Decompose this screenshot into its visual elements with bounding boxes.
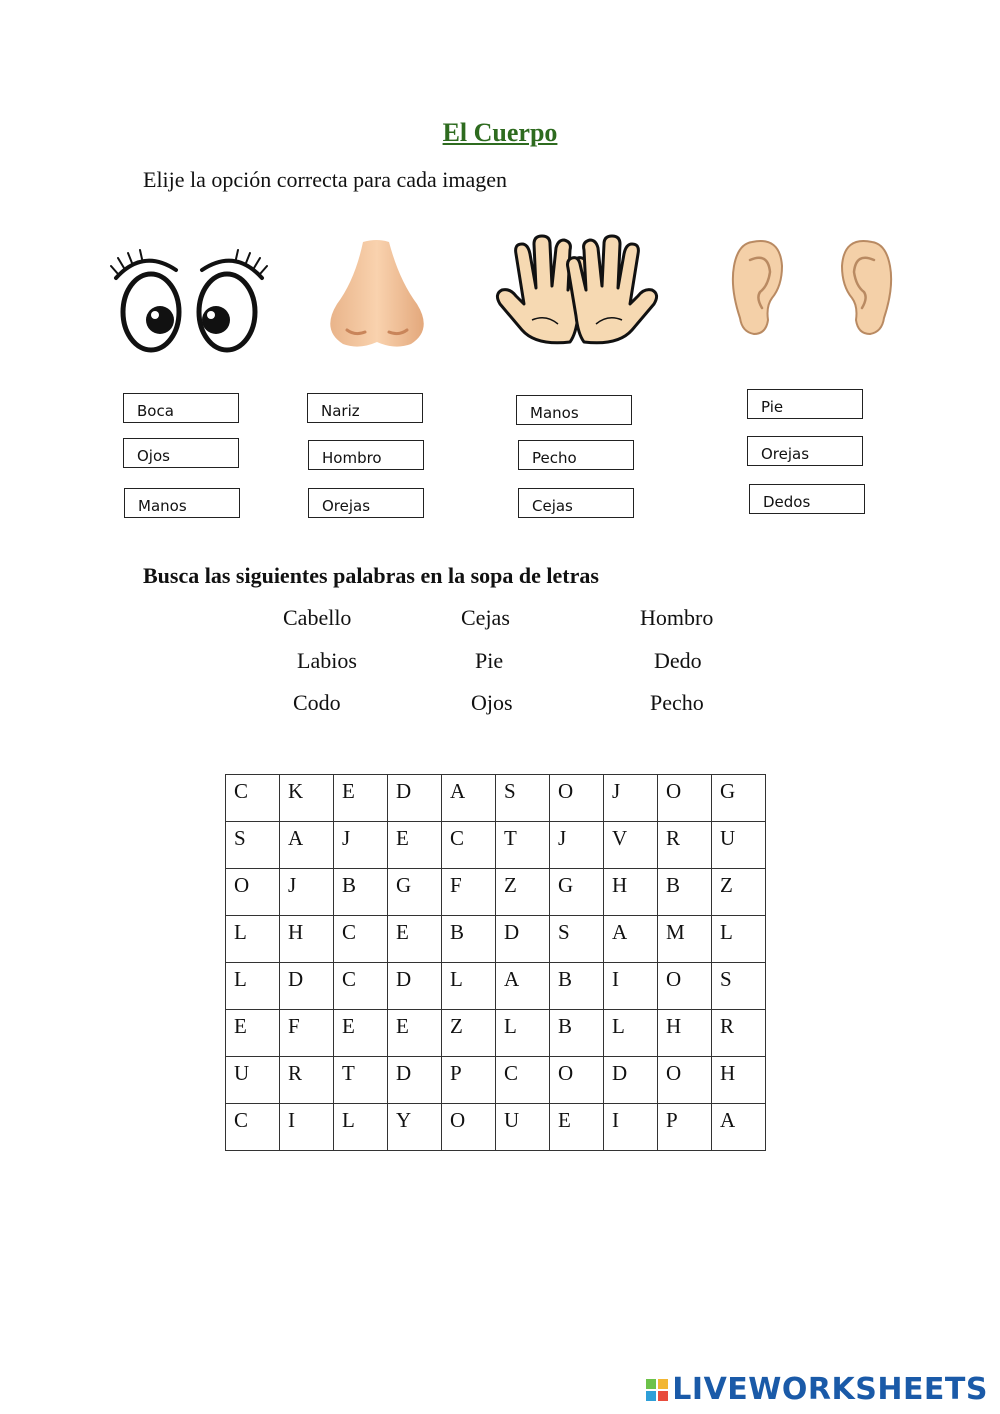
brand-name: LIVEWORKSHEETS (672, 1372, 988, 1407)
grid-cell[interactable]: R (712, 1010, 766, 1057)
grid-cell[interactable]: C (226, 1104, 280, 1151)
option-eyes-manos[interactable]: Manos (124, 488, 240, 518)
option-hands-pecho[interactable]: Pecho (518, 440, 634, 470)
word-item: Dedo (654, 648, 702, 673)
grid-cell[interactable]: A (442, 775, 496, 822)
grid-cell[interactable]: L (226, 916, 280, 963)
option-eyes-ojos[interactable]: Ojos (123, 438, 239, 468)
grid-cell[interactable]: A (712, 1104, 766, 1151)
option-ears-pie[interactable]: Pie (747, 389, 863, 419)
grid-cell[interactable]: U (226, 1057, 280, 1104)
grid-cell[interactable]: M (658, 916, 712, 963)
grid-cell[interactable]: Z (442, 1010, 496, 1057)
grid-cell[interactable]: E (388, 1010, 442, 1057)
grid-cell[interactable]: I (604, 963, 658, 1010)
grid-cell[interactable]: D (496, 916, 550, 963)
grid-cell[interactable]: J (334, 822, 388, 869)
grid-cell[interactable]: B (550, 1010, 604, 1057)
option-hands-cejas[interactable]: Cejas (518, 488, 634, 518)
grid-row (226, 1104, 766, 1151)
grid-cell[interactable]: D (388, 963, 442, 1010)
grid-cell[interactable]: Y (388, 1104, 442, 1151)
grid-cell[interactable]: B (334, 869, 388, 916)
grid-cell[interactable]: E (388, 822, 442, 869)
word-item: Labios (297, 648, 357, 673)
word-item: Hombro (640, 605, 714, 630)
grid-cell[interactable]: O (226, 869, 280, 916)
grid-cell[interactable]: B (442, 916, 496, 963)
grid-cell[interactable]: S (226, 822, 280, 869)
instruction-text: Elije la opción correcta para cada imagen (143, 167, 508, 192)
grid-cell[interactable]: V (604, 822, 658, 869)
grid-cell[interactable]: L (442, 963, 496, 1010)
grid-cell[interactable]: U (496, 1104, 550, 1151)
grid-cell[interactable]: I (604, 1104, 658, 1151)
grid-cell[interactable]: F (280, 1010, 334, 1057)
grid-cell[interactable]: H (280, 916, 334, 963)
grid-row (226, 822, 766, 869)
grid-cell[interactable]: C (496, 1057, 550, 1104)
grid-cell[interactable]: G (550, 869, 604, 916)
option-ears-dedos[interactable]: Dedos (749, 484, 865, 514)
option-nose-orejas[interactable]: Orejas (308, 488, 424, 518)
grid-cell[interactable]: A (604, 916, 658, 963)
grid-cell[interactable]: F (442, 869, 496, 916)
word-item: Ojos (471, 690, 513, 715)
wordsearch-heading: Busca las siguientes palabras en la sopa de letras (143, 563, 599, 588)
grid-cell[interactable]: H (658, 1010, 712, 1057)
grid-row (226, 775, 766, 822)
grid-cell[interactable]: C (334, 916, 388, 963)
grid-cell[interactable]: S (712, 963, 766, 1010)
option-nose-nariz[interactable]: Nariz (307, 393, 423, 423)
grid-cell[interactable]: A (280, 822, 334, 869)
hands-icon (492, 234, 662, 348)
grid-cell[interactable]: R (280, 1057, 334, 1104)
eyes-icon (108, 248, 270, 356)
option-hands-manos[interactable]: Manos (516, 395, 632, 425)
grid-cell[interactable]: O (658, 1057, 712, 1104)
grid-cell[interactable]: E (388, 916, 442, 963)
grid-cell[interactable]: H (712, 1057, 766, 1104)
grid-cell[interactable]: E (334, 1010, 388, 1057)
grid-cell[interactable]: O (442, 1104, 496, 1151)
grid-cell[interactable]: O (658, 775, 712, 822)
nose-icon (325, 240, 430, 350)
grid-cell[interactable]: E (550, 1104, 604, 1151)
grid-cell[interactable]: U (712, 822, 766, 869)
grid-cell[interactable]: I (280, 1104, 334, 1151)
page-title: El Cuerpo (442, 118, 558, 147)
grid-cell[interactable]: B (658, 869, 712, 916)
grid-cell[interactable]: L (604, 1010, 658, 1057)
grid-cell[interactable]: C (442, 822, 496, 869)
word-item: Cabello (283, 605, 352, 630)
liveworksheets-logo-icon (646, 1379, 668, 1401)
word-item: Cejas (461, 605, 510, 630)
word-item: Pie (475, 648, 504, 673)
grid-cell[interactable]: T (334, 1057, 388, 1104)
grid-row (226, 869, 766, 916)
grid-cell[interactable]: J (604, 775, 658, 822)
grid-cell[interactable]: O (550, 1057, 604, 1104)
grid-cell[interactable]: A (496, 963, 550, 1010)
grid-cell[interactable]: G (388, 869, 442, 916)
liveworksheets-logo (646, 1372, 988, 1407)
grid-cell[interactable]: J (550, 822, 604, 869)
grid-cell[interactable]: H (604, 869, 658, 916)
grid-row (226, 1057, 766, 1104)
grid-cell[interactable]: S (496, 775, 550, 822)
grid-row (226, 916, 766, 963)
ears-icon (728, 238, 896, 336)
grid-cell[interactable]: L (496, 1010, 550, 1057)
grid-cell[interactable]: P (442, 1057, 496, 1104)
grid-cell[interactable]: C (334, 963, 388, 1010)
grid-cell[interactable]: B (550, 963, 604, 1010)
grid-cell[interactable]: D (280, 963, 334, 1010)
word-item: Pecho (650, 690, 704, 715)
grid-cell[interactable]: O (658, 963, 712, 1010)
grid-row (226, 1010, 766, 1057)
option-nose-hombro[interactable]: Hombro (308, 440, 424, 470)
option-eyes-boca[interactable]: Boca (123, 393, 239, 423)
grid-cell[interactable]: K (280, 775, 334, 822)
grid-cell[interactable]: R (658, 822, 712, 869)
grid-cell[interactable]: S (550, 916, 604, 963)
grid-cell[interactable]: L (226, 963, 280, 1010)
grid-cell[interactable]: D (604, 1057, 658, 1104)
grid-cell[interactable]: C (226, 775, 280, 822)
grid-cell[interactable]: G (712, 775, 766, 822)
grid-row (226, 963, 766, 1010)
grid-cell[interactable]: P (658, 1104, 712, 1151)
grid-cell[interactable]: Z (712, 869, 766, 916)
grid-cell[interactable]: Z (496, 869, 550, 916)
grid-cell[interactable]: L (712, 916, 766, 963)
grid-cell[interactable]: T (496, 822, 550, 869)
grid-cell[interactable]: O (550, 775, 604, 822)
grid-cell[interactable]: D (388, 775, 442, 822)
option-ears-orejas[interactable]: Orejas (747, 436, 863, 466)
grid-cell[interactable]: J (280, 869, 334, 916)
word-item: Codo (293, 690, 341, 715)
grid-cell[interactable]: L (334, 1104, 388, 1151)
grid-cell[interactable]: E (334, 775, 388, 822)
grid-cell[interactable]: E (226, 1010, 280, 1057)
grid-cell[interactable]: D (388, 1057, 442, 1104)
wordsearch-grid (225, 774, 766, 1151)
